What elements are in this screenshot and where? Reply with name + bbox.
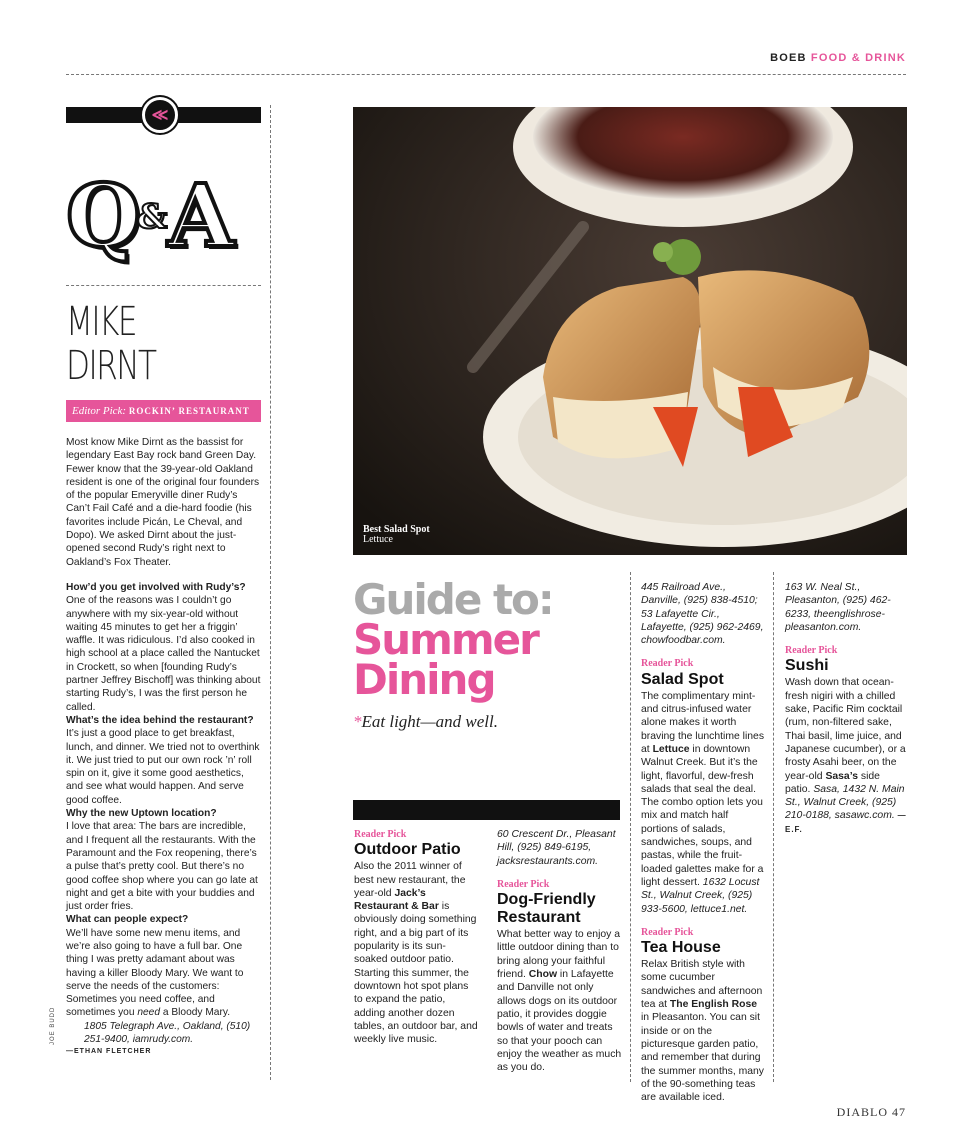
reader-pick-label: Reader Pick xyxy=(641,926,694,938)
article-body-end: is obviously doing something right, and a big part of its popularity is its sun-soaked outdoor patio. Starting this summer, the downtown hot spot plans to expand the patio, adding another dozen tables, an outdoor bar, and weekly live music. xyxy=(354,901,478,1046)
qa-intro: Most know Mike Dirnt as the bassist for legendary East Bay rock band Green Day. Fewer know that the 39-year-old Oakland resident is one of the original four founders of the popular Emeryville diner Rudy’s Can’t Fail Café and a die-hard foodie (his favorites include Picán, Le Cheval, and Dopo). We asked Dirnt about the just-opened second Rudy’s right next to Oakland’s Fox Theater. xyxy=(66,437,260,568)
name-last: DIRNT xyxy=(66,343,156,389)
salad-address: 1632 Locust St., Walnut Creek, (925) 933-5600, lettuce1.net. xyxy=(641,876,760,915)
qa-byline: —ETHAN FLETCHER xyxy=(66,1048,152,1056)
caption-title: Best Salad Spot xyxy=(363,524,430,535)
article-body-end: in Lafayette and Danville not only allows dogs on its outdoor patio, it provides doggie bowls of water and treats so that your pooch can enjoy the weather as much as you do. xyxy=(497,969,622,1074)
question-2: What’s the idea behind the restaurant? xyxy=(66,714,254,726)
article-body-end: in downtown Walnut Creek. But it’s the light, flavorful, dew-fresh salads that seal the deal. The combo option lets you mix and match half portions of salads, sandwiches, soups, and pastas, while the fruit-loaded galettes make for a light dessert. xyxy=(641,743,764,888)
dog-address: 445 Railroad Ave., Danville, (925) 838-4510; 53 Lafayette Cir., Lafayette, (925) 962-2469, chowfoodbar.com. xyxy=(641,582,764,647)
header-divider xyxy=(66,74,906,75)
section-category: FOOD & DRINK xyxy=(810,52,906,64)
editor-pick-badge xyxy=(66,400,261,422)
qa-title-a: A xyxy=(167,166,231,267)
page-folio xyxy=(837,1105,906,1120)
question-4: What can people expect? xyxy=(66,914,189,926)
answer-4-emphasis: need xyxy=(137,1007,161,1019)
section-header xyxy=(770,52,906,64)
magazine-name: DIABLO xyxy=(836,1105,888,1119)
reader-pick-label: Reader Pick xyxy=(354,829,407,840)
name-first: MIKE xyxy=(66,299,137,345)
qa-body xyxy=(66,581,261,1020)
restaurant-name: Sasa’s xyxy=(825,770,858,782)
chevron-left-icon: ≪ xyxy=(142,97,178,133)
question-3: Why the new Uptown location? xyxy=(66,808,217,820)
answer-3: I love that area: The bars are incredible, and I frequent all the restaurants. With the Paramount and the Fox reopening, there’s a pulse that’s pretty cool. But there’s no good coffee shop where you can go late at night and get a bite with your buddies and just order fries. xyxy=(66,821,258,913)
editor-pick-value: ROCKIN’ RESTAURANT xyxy=(128,406,250,416)
guide-subtitle-text: Eat light—and well. xyxy=(361,712,498,731)
caption-subtitle: Lettuce xyxy=(363,534,393,545)
photo-caption xyxy=(363,525,430,545)
reader-pick-label: Reader Pick xyxy=(785,645,838,657)
qa-column xyxy=(66,105,261,1055)
qa-topbar xyxy=(66,105,261,125)
guide-subtitle xyxy=(353,712,623,732)
asterisk: * xyxy=(353,712,362,731)
article-outdoor-patio xyxy=(354,828,478,1046)
qa-title xyxy=(66,167,261,277)
guide-heading xyxy=(353,575,623,732)
restaurant-name: Lettuce xyxy=(652,743,690,755)
article-body: Wash down that ocean-fresh nigiri with a chilled sake, Pacific Rim cocktail (rum, non-filtered sake, Thai basil, lime juice, and Japanese cucumber), or a frosty Asahi beer, on the year-old xyxy=(785,677,906,782)
article-body: Relax British style with some cucumber sandwiches and afternoon tea at xyxy=(641,959,763,1011)
article-title: Sushi xyxy=(785,657,829,675)
tea-address: 163 W. Neal St., Pleasanton, (925) 462-6233, theenglishrose-pleasanton.com. xyxy=(785,582,891,633)
article-title: Salad Spot xyxy=(641,670,724,688)
guide-line-3: Dining xyxy=(353,655,495,704)
article-title: Outdoor Patio xyxy=(354,841,461,859)
page-number: 47 xyxy=(892,1105,906,1119)
qa-title-amp: & xyxy=(136,197,168,237)
column-divider xyxy=(773,572,774,1082)
qa-title-q: Q xyxy=(66,166,137,267)
restaurant-name: The English Rose xyxy=(669,999,758,1011)
question-1: How’d you get involved with Rudy’s? xyxy=(66,581,246,593)
restaurant-address: 1805 Telegraph Ave., Oakland, (510) 251-9400, iamrudy.com. xyxy=(84,1020,251,1046)
answer-4-end: a Bloody Mary. xyxy=(160,1007,231,1019)
article-body: What better way to enjoy a little outdoor dining than to bring along your faithful friend. xyxy=(497,929,621,981)
answer-2: It’s just a good place to get breakfast, lunch, and dinner. We tried not to overthink it. We just tried to put our own rock ’n’ roll spin on it, give it some good aesthetics, and see what would happen. And serve good coffee. xyxy=(66,728,260,806)
article-title: Dog-Friendly Restaurant xyxy=(497,891,596,927)
answer-1: One of the reasons was I couldn’t go anywhere with my six-year-old without waiting 45 minutes to get her a friggin’ waffle. It was ridiculous. I’d also cooked in high school at a place called the Nantucket in Crockett, so when [founding Rudy’s partner Jeffrey Bischoff] was thinking about starting Rudy’s, I was the first person he called. xyxy=(66,595,261,713)
article-sushi xyxy=(785,581,908,836)
qa-divider xyxy=(66,285,261,286)
answer-4 xyxy=(66,928,243,1019)
article-body: Also the 2011 winner of best new restaurant, the year-old xyxy=(354,861,466,899)
reader-pick-label: Reader Pick xyxy=(497,878,550,890)
guide-bar xyxy=(353,800,620,820)
sushi-address: Sasa, 1432 N. Main St., Walnut Creek, (925) 210-0188, sasawc.com. xyxy=(785,783,905,822)
sandwich-photo xyxy=(353,107,907,555)
section-name: BOEB xyxy=(770,52,807,64)
column-divider xyxy=(270,105,271,1080)
article-title: Tea House xyxy=(641,939,721,957)
reader-pick-label: Reader Pick xyxy=(641,658,694,670)
guide-line-2: Summer xyxy=(353,615,538,664)
article-dog-friendly xyxy=(497,828,623,1074)
editor-pick-label: Editor Pick: xyxy=(72,405,127,417)
guide-line-1: Guide to: xyxy=(353,575,553,624)
article-salad-spot xyxy=(641,581,765,1104)
article-body: The complimentary mint- and citrus-infused water alone makes it worth braving the lunchtime lines at xyxy=(641,690,765,755)
article-body-end: side patio. xyxy=(785,770,880,795)
restaurant-name: Jack’s Restaurant & Bar xyxy=(354,887,439,913)
outdoor-address: 60 Crescent Dr., Pleasant Hill, (925) 849-6195, jacksrestaurants.com. xyxy=(497,829,616,867)
restaurant-name: Chow xyxy=(528,969,558,981)
photo-credit: JOE BUDD xyxy=(50,1006,56,1045)
sandwich-illustration xyxy=(353,107,907,555)
interviewee-name xyxy=(66,300,218,388)
sushi-byline: —E.F. xyxy=(785,811,907,834)
column-divider xyxy=(630,572,631,1082)
answer-4-text: We’ll have some new menu items, and we’re also going to have a full bar. One thing I was pretty adamant about was having a killer Bloody Mary. We want to serve the needs of the customers: Sometimes you need coffee, and sometimes you xyxy=(66,927,244,1019)
article-body-end: in Pleasanton. You can sit inside or on the picturesque garden patio, and remember that during the summer months, many of the 90-something teas are available iced. xyxy=(641,1012,764,1104)
